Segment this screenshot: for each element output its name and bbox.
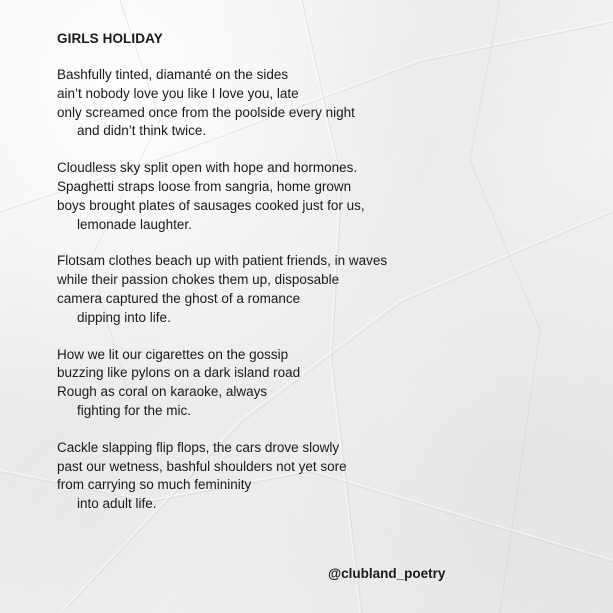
poem xyxy=(57,30,537,532)
author-handle: @clubland_poetry xyxy=(328,566,446,581)
poem-line-indented: into adult life. xyxy=(77,496,157,512)
poem-line: Spaghetti straps loose from sangria, home grown xyxy=(57,178,352,194)
poem-line-indented: dipping into life. xyxy=(77,309,171,325)
stanza-2 xyxy=(57,159,537,234)
poem-line-indented: and didn’t think twice. xyxy=(77,123,207,139)
poem-line: only screamed once from the poolside every night xyxy=(57,104,355,120)
poem-line: Bashfully tinted, diamanté on the sides xyxy=(57,67,289,82)
poem-line: Rough as coral on karaoke, always xyxy=(57,384,268,400)
poem-title: GIRLS HOLIDAY xyxy=(57,31,163,46)
poem-line: Cloudless sky split open with hope and hormones. xyxy=(57,160,358,176)
poem-line: past our wetness, bashful shoulders not yet sore xyxy=(57,458,347,474)
poem-line: ain’t nobody love you like I love you, late xyxy=(57,85,299,101)
poem-line: boys brought plates of sausages cooked just for us, xyxy=(57,197,365,213)
poem-line: camera captured the ghost of a romance xyxy=(57,290,301,306)
poem-line: buzzing like pylons on a dark island road xyxy=(57,365,301,381)
stanza-5 xyxy=(57,439,537,514)
stanza-4 xyxy=(57,346,537,421)
poem-line: while their passion chokes them up, disposable xyxy=(57,272,340,288)
poem-line: Flotsam clothes beach up with patient friends, in waves xyxy=(57,253,388,269)
poem-line: from carrying so much femininity xyxy=(57,477,252,493)
poem-line: Cackle slapping flip flops, the cars drove slowly xyxy=(57,439,340,455)
poem-line: How we lit our cigarettes on the gossip xyxy=(57,346,289,362)
stanza-3 xyxy=(57,252,537,327)
poem-line-indented: lemonade laughter. xyxy=(77,216,192,232)
stanza-1 xyxy=(57,66,537,141)
poem-line-indented: fighting for the mic. xyxy=(77,402,192,418)
